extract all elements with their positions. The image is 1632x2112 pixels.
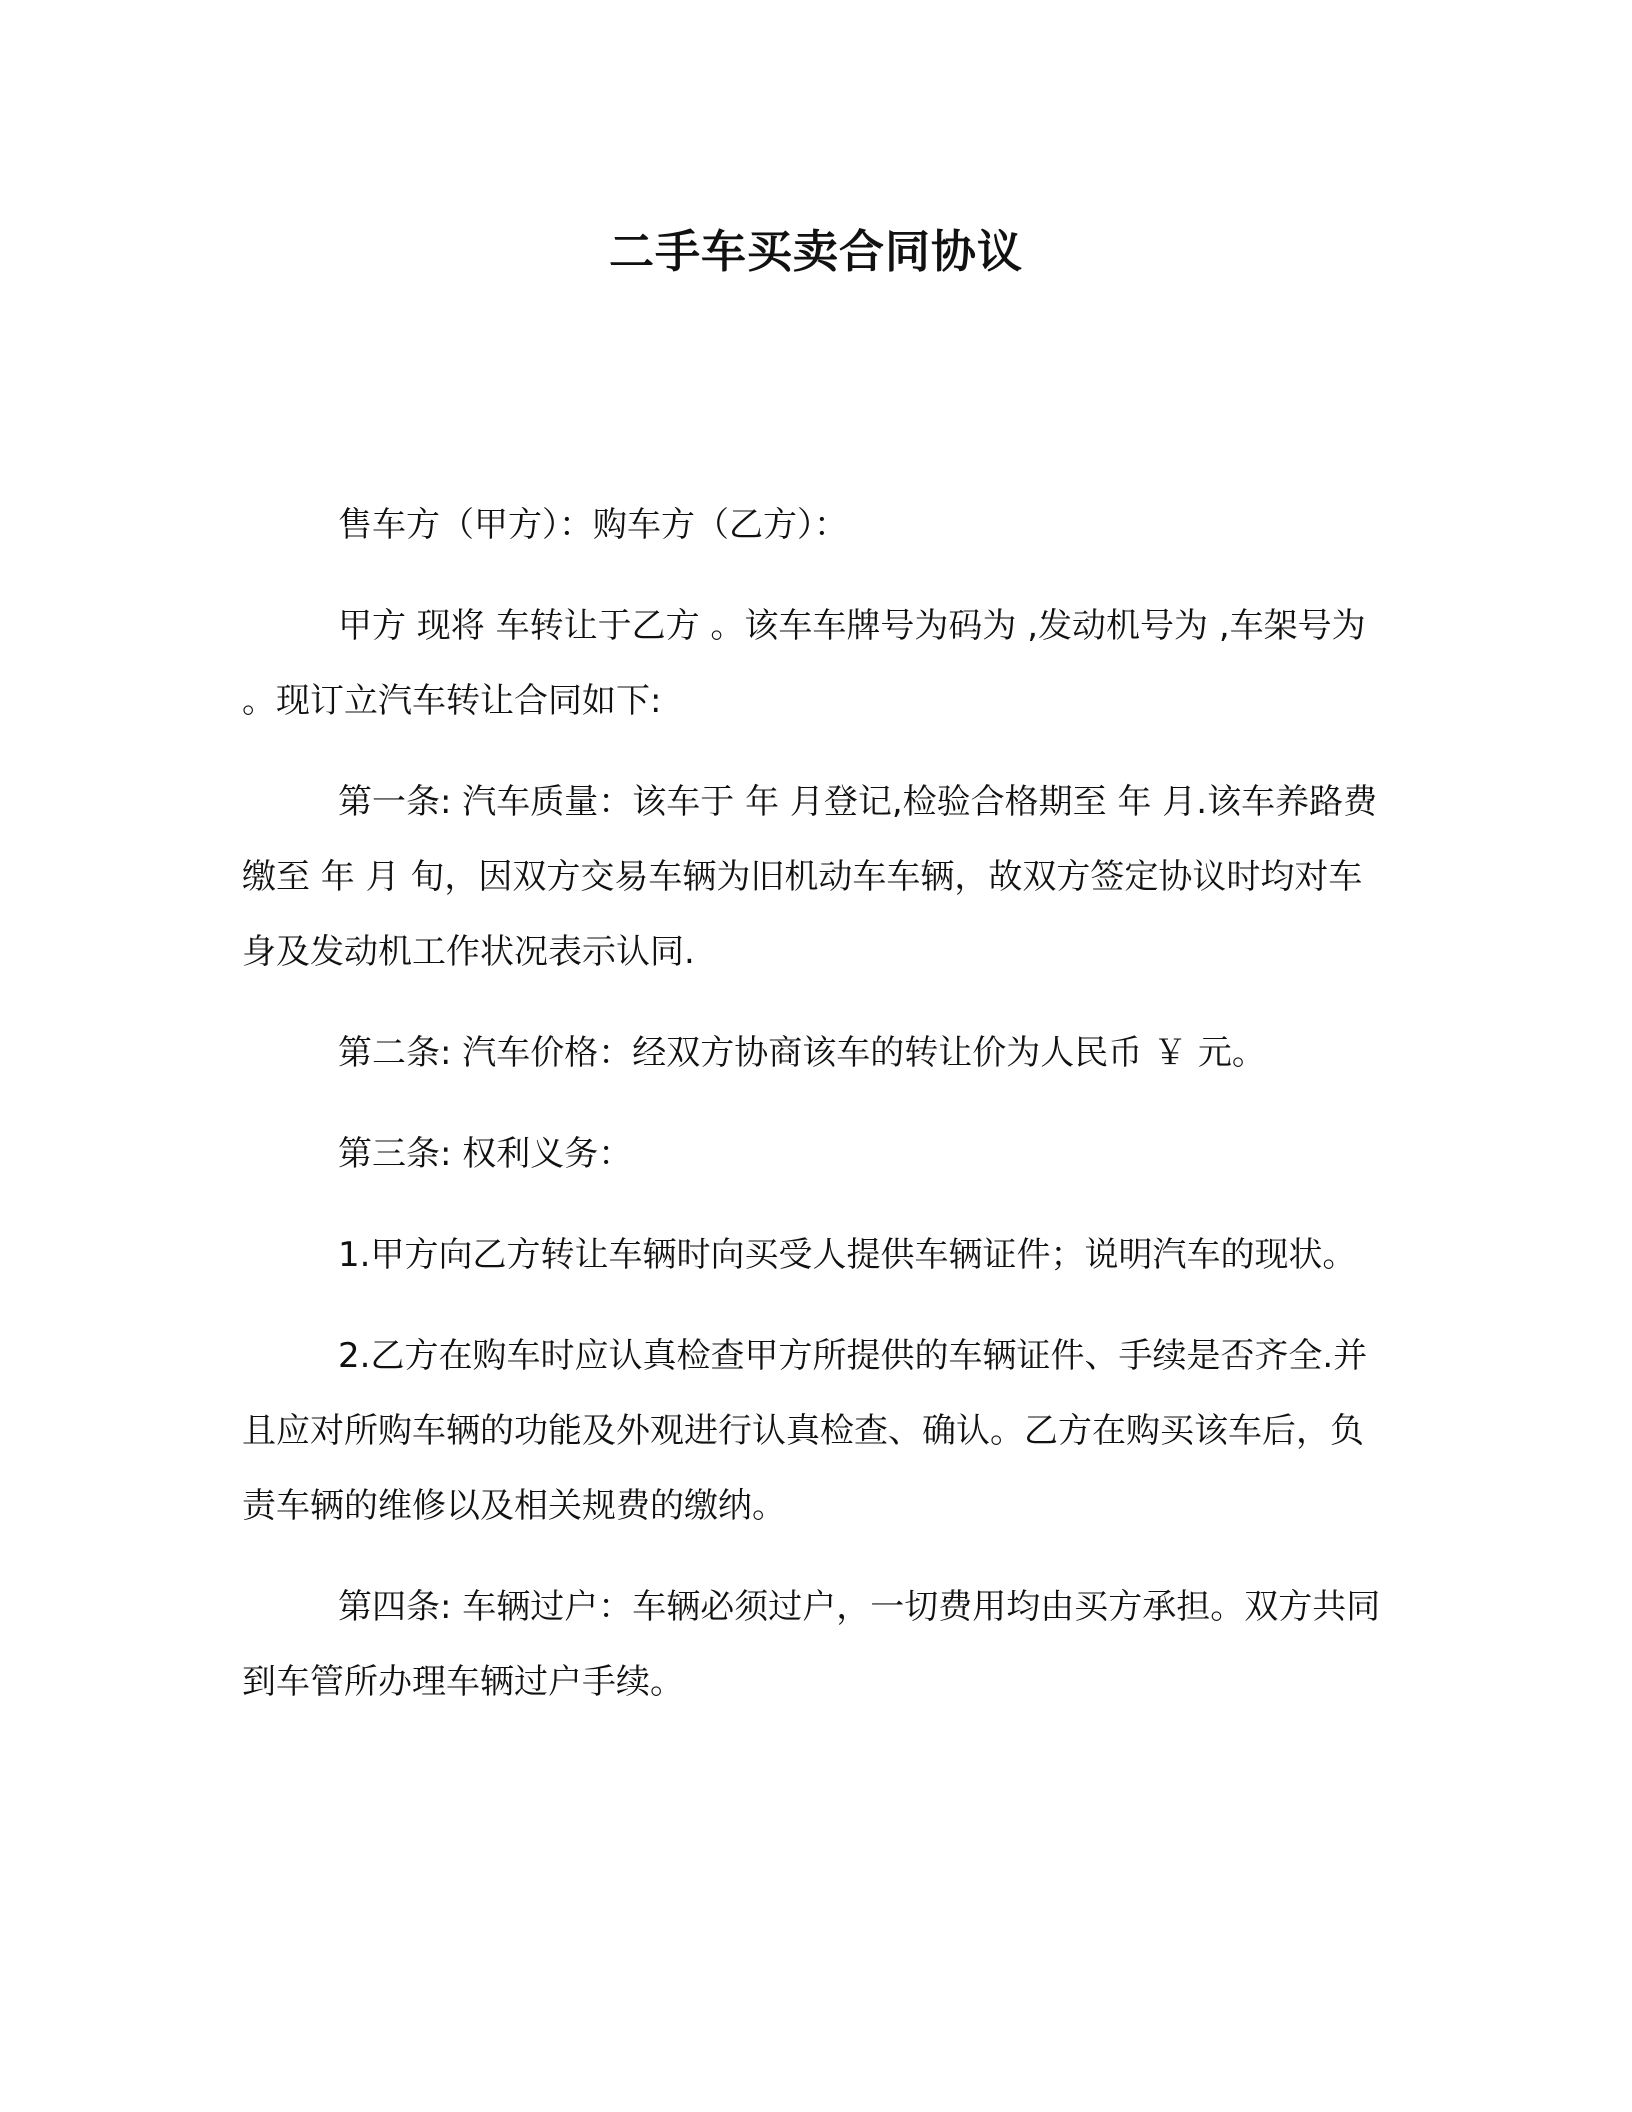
transfer-paragraph: 甲方 现将 车转让于乙方 。该车车牌号为码为 ,发动机号为 ,车架号为 。现订立汽车转让合同如下:	[242, 606, 1366, 721]
document-body	[242, 488, 1382, 1746]
article-4-paragraph: 第四条: 车辆过户：车辆必须过户，一切费用均由买方承担。双方共同到车管所办理车辆过户手续。	[242, 1587, 1381, 1702]
parties-paragraph: 售车方（甲方）：购车方（乙方）：	[338, 505, 848, 545]
article-3-heading: 第三条: 权利义务：	[338, 1134, 633, 1174]
article-2-paragraph: 第二条: 汽车价格：经双方协商该车的转让价为人民币 ￥ 元。	[338, 1033, 1266, 1073]
article-3-item-2: 2.乙方在购车时应认真检查甲方所提供的车辆证件、手续是否齐全.并且应对所购车辆的功能及外观进行认真检查、确认。乙方在购买该车后，负责车辆的维修以及相关规费的缴纳。	[242, 1336, 1368, 1526]
document-title: 二手车买卖合同协议	[608, 225, 1023, 278]
article-3-item-1: 1.甲方向乙方转让车辆时向买受人提供车辆证件；说明汽车的现状。	[338, 1235, 1357, 1275]
article-1-paragraph: 第一条: 汽车质量：该车于 年 月登记,检验合格期至 年 月.该车养路费缴至 年 月 旬，因双方交易车辆为旧机动车车辆，故双方签定协议时均对车身及发动机工作状况表示认同.	[242, 782, 1378, 972]
